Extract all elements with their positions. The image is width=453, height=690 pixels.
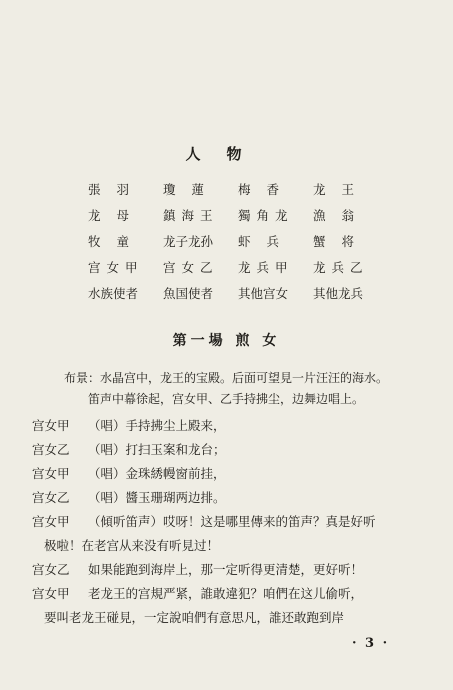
cast-name: 龙兵甲	[238, 260, 294, 275]
cast-name: 魚国使者	[163, 286, 214, 301]
cast-row	[88, 202, 388, 228]
cast-name: 虾 兵	[238, 234, 285, 249]
cast-name: 牧 童	[88, 234, 135, 249]
stage-direction-line: 布景：水晶宫中，龙王的宝殿。后面可望見一片汪汪的海水。	[64, 371, 389, 385]
cast-row	[88, 254, 388, 280]
dialogue-line	[32, 440, 413, 464]
dialogue-line	[32, 488, 413, 512]
cast-title: 人物	[185, 145, 268, 163]
cast-name: 獨角龙	[238, 208, 294, 223]
cast-name: 水族使者	[88, 286, 139, 301]
speech-text: 老龙王的宫規严紧，誰敢違犯？咱們在这儿偷听，	[88, 586, 364, 601]
cast-name: 其他宫女	[238, 286, 289, 301]
dialogue-block	[32, 416, 413, 632]
speaker-name: 宫女乙	[32, 562, 70, 577]
cast-name: 瓊 蓮	[163, 182, 210, 197]
speech-continuation: 极啦！在老宫从来没有听見过！	[44, 538, 220, 553]
dialogue-line	[32, 560, 413, 584]
cast-name: 龙兵乙	[313, 260, 369, 275]
speaker-name: 宫女甲	[32, 418, 70, 433]
speaker-name: 宫女甲	[32, 586, 70, 601]
cast-name: 張 羽	[88, 182, 135, 197]
speech-continuation: 要叫老龙王碰見，一定說咱們有意思凡，誰还敢跑到岸	[44, 610, 345, 625]
cast-name: 梅 香	[238, 182, 285, 197]
stage-direction	[64, 368, 405, 410]
cast-name: 漁 翁	[313, 208, 360, 223]
cast-name: 其他龙兵	[313, 286, 364, 301]
dialogue-line	[32, 584, 413, 608]
cast-list	[88, 176, 388, 306]
page-number: · 3 ·	[352, 636, 390, 651]
cast-name: 龙子龙孙	[163, 234, 214, 249]
speech-text: 如果能跑到海岸上，那一定听得更清楚，更好听！	[88, 562, 364, 577]
speech-text: （唱）金珠綉幔窗前挂，	[88, 466, 226, 481]
cast-row	[88, 280, 388, 306]
speaker-name: 宫女乙	[32, 442, 70, 457]
cast-name: 宫女乙	[163, 260, 219, 275]
speaker-name: 宫女甲	[32, 466, 70, 481]
dialogue-line	[32, 512, 413, 536]
scene-title: 第一場 煎 女	[172, 333, 281, 349]
cast-name: 龙 王	[313, 182, 360, 197]
cast-row	[88, 228, 388, 254]
cast-row	[88, 176, 388, 202]
dialogue-line	[32, 464, 413, 488]
cast-name: 鎮海王	[163, 208, 219, 223]
speech-text: （唱）手持拂尘上殿来，	[88, 418, 226, 433]
speech-text: （唱）醬玉珊瑚两边排。	[88, 490, 226, 505]
stage-direction-line: 笛声中幕徐起，宫女甲、乙手持拂尘，边舞边唱上。	[88, 392, 365, 406]
cast-name: 宫女甲	[88, 260, 144, 275]
speaker-name: 宫女乙	[32, 490, 70, 505]
cast-name: 龙 母	[88, 208, 135, 223]
speaker-name: 宫女甲	[32, 514, 70, 529]
speech-text: （傾听笛声）哎呀！这是哪里傳来的笛声？真是好听	[88, 514, 376, 529]
speech-text: （唱）打扫玉案和龙台；	[88, 442, 226, 457]
dialogue-line	[32, 416, 413, 440]
cast-name: 蟹 将	[313, 234, 360, 249]
